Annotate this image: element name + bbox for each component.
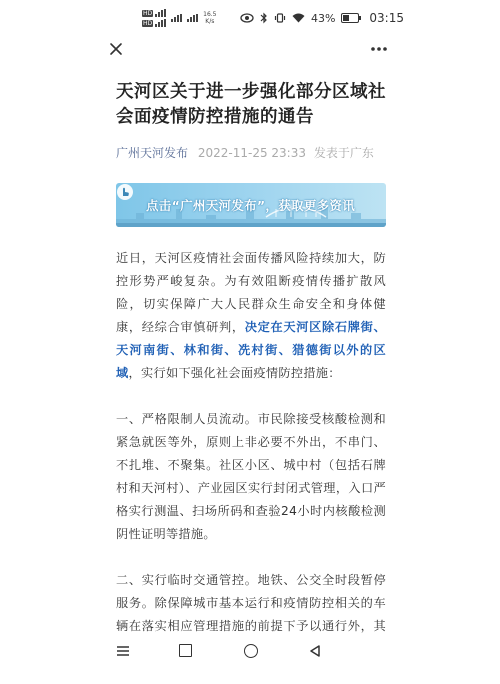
- signal-icon-3: [171, 14, 182, 22]
- wifi-icon: [292, 13, 305, 23]
- paragraph-1-text-a: 近日，天河区疫情社会面传播风险持续加大，防控形势严峻复杂。为有效阻断疫情传播扩散风险，切实保障广大人民群众生命安全和身体健康，经综合审慎研判，: [116, 251, 386, 334]
- system-nav-bar: [0, 636, 500, 666]
- vibrate-icon: [274, 12, 286, 24]
- article-datetime: 2022-11-25 23:33: [197, 146, 306, 160]
- net-speed: [203, 11, 216, 25]
- recent-apps-icon[interactable]: [179, 644, 192, 657]
- banner-text: 点击“广州天河发布”，获取更多资讯: [146, 198, 356, 213]
- paragraph-1: [116, 247, 386, 385]
- article: [116, 80, 386, 684]
- sim-indicators: [142, 9, 166, 27]
- menu-icon[interactable]: [116, 645, 130, 657]
- bluetooth-icon: [260, 12, 268, 24]
- battery-percent: 43%: [310, 11, 336, 25]
- net-speed-value: 16.5: [203, 11, 217, 18]
- top-nav: [0, 36, 500, 64]
- battery-icon: [341, 13, 359, 23]
- promo-banner[interactable]: [116, 183, 386, 227]
- paragraph-2: 一、严格限制人员流动。市民除接受核酸检测和紧急就医等外，原则上非必要不外出，不串门、不扎堆、不聚集。社区小区、城中村（包括石牌村和天河村）、产业园区实行封闭式管理，入口严格实行测温、扫场所码和查验24小时内核酸检测阴性证明等措施。: [116, 412, 386, 541]
- status-left: [142, 9, 217, 27]
- signal-icon-2: [155, 19, 166, 27]
- status-bar: [0, 0, 500, 36]
- more-icon[interactable]: [370, 46, 388, 52]
- hand-pointer-icon: [116, 183, 134, 201]
- home-icon[interactable]: [244, 644, 258, 658]
- back-icon[interactable]: [309, 645, 321, 657]
- paragraph-3: 二、实行临时交通管控。地铁、公交全时段暂停服务。除保障城市基本运行和疫情防控相关的车辆在落实相应管理措施的前提下予以通行外，其: [116, 573, 386, 633]
- close-icon[interactable]: [108, 41, 124, 57]
- article-source-link[interactable]: 广州天河发布: [116, 146, 189, 160]
- hd-badge: HD: [143, 9, 153, 17]
- battery-fill: [343, 15, 349, 21]
- net-speed-unit: K/s: [205, 18, 215, 25]
- signal-icon-4: [187, 14, 198, 22]
- clock: 03:15: [369, 11, 404, 25]
- hd-badge-2: HD: [143, 19, 153, 27]
- paragraph-1-text-b: ，实行如下强化社会面疫情防控措施：: [128, 366, 341, 380]
- article-title: 天河区关于进一步强化部分区域社会面疫情防控措施的通告: [116, 82, 386, 127]
- signal-icon: [155, 9, 166, 17]
- article-body: [116, 247, 386, 661]
- paragraph-1-highlight: 决定在天河区除石牌街、天河南街、林和街、冼村街、猎德街以外的区域: [116, 320, 386, 380]
- status-right: [240, 11, 404, 25]
- eye-icon: [240, 13, 254, 23]
- article-meta: [116, 144, 386, 161]
- article-location: 发表于广东: [313, 146, 374, 160]
